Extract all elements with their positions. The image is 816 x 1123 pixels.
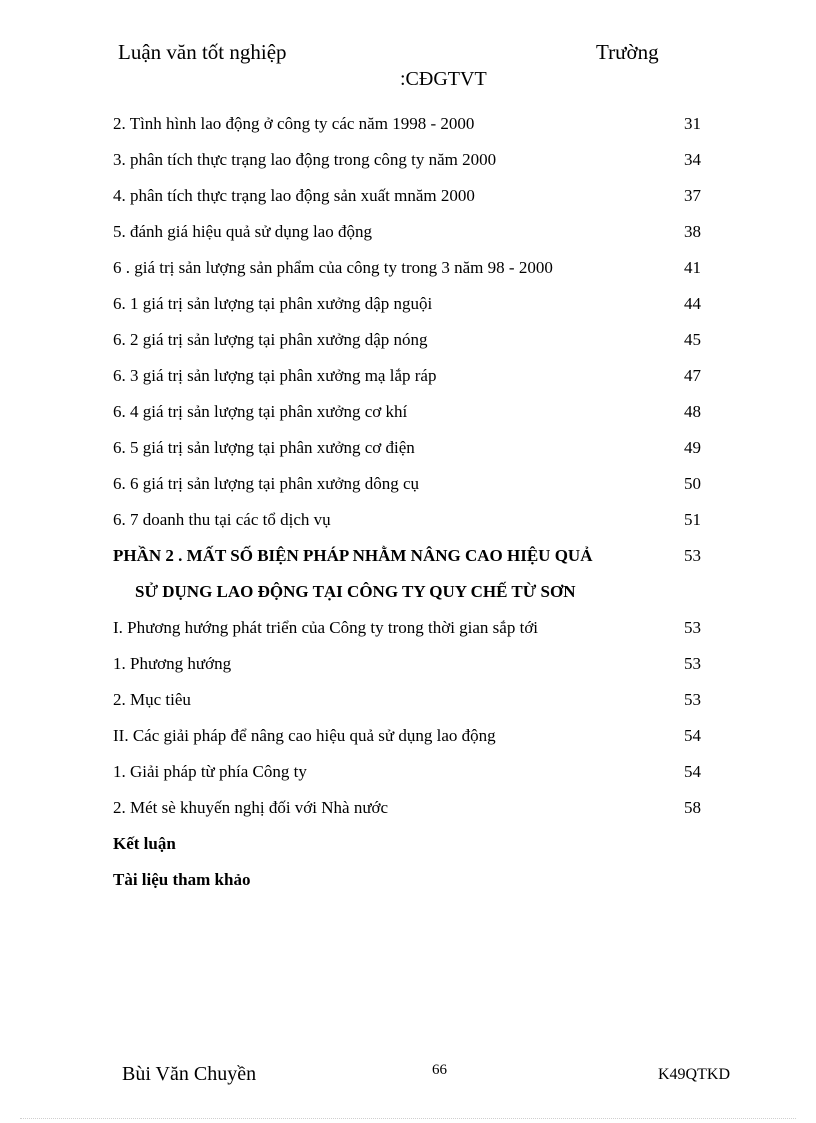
toc-page-number: 53	[684, 654, 701, 673]
toc-page-number: 38	[684, 222, 701, 241]
page-bottom-divider	[20, 1118, 796, 1119]
toc-conclusion	[113, 834, 713, 870]
toc-page-number: 37	[684, 186, 701, 205]
toc-row	[113, 510, 713, 546]
header-title: Luận văn tốt nghiệp	[118, 40, 287, 64]
toc-page-number: 53	[684, 690, 701, 709]
toc-references	[113, 870, 713, 906]
toc-row	[113, 366, 713, 402]
part-heading-line1: PHẦN 2 . MẤT SỐ BIỆN PHÁP NHẰM NÂNG CAO HIỆU QUẢ	[113, 546, 593, 565]
toc-row	[113, 474, 713, 510]
header-school: Trường	[596, 40, 659, 64]
toc-row	[113, 222, 713, 258]
toc-page-number: 44	[684, 294, 701, 313]
toc-row	[113, 690, 713, 726]
toc-row	[113, 150, 713, 186]
toc-entry-text: 6. 4 giá trị sản lượng tại phân xưởng cơ khí	[113, 402, 408, 421]
toc-page-number: 58	[684, 798, 701, 817]
toc-entry-text: 6. 1 giá trị sản lượng tại phân xưởng dập nguội	[113, 294, 433, 313]
toc-row	[113, 114, 713, 150]
footer-page-number: 66	[432, 1062, 447, 1078]
toc-row	[113, 438, 713, 474]
toc-entry-text: 5. đánh giá hiệu quả sử dụng lao động	[113, 222, 372, 241]
toc-entry-text: 6. 5 giá trị sản lượng tại phân xưởng cơ điện	[113, 438, 415, 457]
toc-row	[113, 762, 713, 798]
toc-row	[113, 726, 713, 762]
toc-entry-text: II. Các giải pháp để nâng cao hiệu quả sử dụng lao động	[113, 726, 496, 745]
toc-entry-text: 6. 7 doanh thu tại các tổ dịch vụ	[113, 510, 331, 529]
footer-class-code: K49QTKD	[658, 1066, 730, 1083]
toc-page-number: 53	[684, 546, 701, 565]
toc-row	[113, 294, 713, 330]
toc-page-number: 48	[684, 402, 701, 421]
toc-page-number: 49	[684, 438, 701, 457]
header-school-code: :CĐGTVT	[400, 68, 487, 90]
toc-entry-text: 3. phân tích thực trạng lao động trong công ty năm 2000	[113, 150, 497, 169]
toc-row	[113, 186, 713, 222]
footer-author: Bùi Văn Chuyền	[122, 1063, 257, 1085]
toc-entry-text: 4. phân tích thực trạng lao động sản xuất mnăm 2000	[113, 186, 475, 205]
toc-entry-text: 2. Mục tiêu	[113, 690, 191, 709]
toc-page-number: 50	[684, 474, 701, 493]
toc-row	[113, 402, 713, 438]
toc-entry-text: Kết luận	[113, 834, 176, 853]
toc-page-number: 31	[684, 114, 701, 133]
toc-page-number: 54	[684, 762, 701, 781]
toc-page-number: 54	[684, 726, 701, 745]
toc-entry-text: 6. 3 giá trị sản lượng tại phân xưởng mạ lắp ráp	[113, 366, 437, 385]
toc-row	[113, 330, 713, 366]
toc-entry-text: I. Phương hướng phát triển của Công ty trong thời gian sắp tới	[113, 618, 539, 637]
toc-page-number: 53	[684, 618, 701, 637]
toc-entry-text: Tài liệu tham khảo	[113, 870, 251, 889]
toc-entry-text: 1. Phương hướng	[113, 654, 232, 673]
part-heading-line2: SỬ DỤNG LAO ĐỘNG TẠI CÔNG TY QUY CHẾ TỪ SƠN	[135, 582, 576, 601]
toc-entry-text: 6. 2 giá trị sản lượng tại phân xưởng dập nóng	[113, 330, 428, 349]
toc-entry-text: 6. 6 giá trị sản lượng tại phân xưởng dông cụ	[113, 474, 419, 493]
toc-row	[113, 654, 713, 690]
table-of-contents	[113, 114, 713, 906]
toc-page-number: 51	[684, 510, 701, 529]
toc-part-heading	[113, 546, 713, 618]
toc-page-number: 34	[684, 150, 701, 169]
toc-row	[113, 618, 713, 654]
toc-page-number: 45	[684, 330, 701, 349]
toc-row	[113, 258, 713, 294]
toc-entry-text: 2. Mét sè khuyến nghị đối với Nhà nước	[113, 798, 389, 817]
toc-page-number: 47	[684, 366, 701, 385]
toc-entry-text: 6 . giá trị sản lượng sản phẩm của công ty trong 3 năm 98 - 2000	[113, 258, 553, 277]
toc-page-number: 41	[684, 258, 701, 277]
toc-row	[113, 798, 713, 834]
toc-entry-text: 1. Giải pháp từ phía Công ty	[113, 762, 307, 781]
toc-entry-text: 2. Tình hình lao động ở công ty các năm 1998 - 2000	[113, 114, 475, 133]
